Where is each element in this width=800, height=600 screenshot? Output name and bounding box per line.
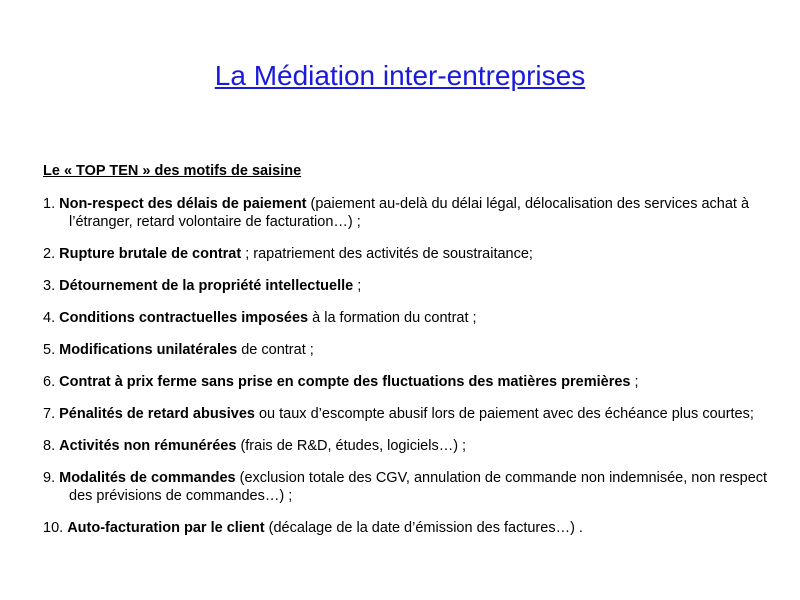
- item-number: 4.: [43, 310, 56, 326]
- item-number: 6.: [43, 374, 56, 390]
- list-item: [43, 405, 773, 423]
- item-heading: Rupture brutale de contrat: [59, 246, 242, 262]
- item-detail: ;: [630, 374, 639, 390]
- slide-subtitle: Le « TOP TEN » des motifs de saisine: [43, 163, 302, 179]
- item-heading: Pénalités de retard abusives: [59, 406, 255, 422]
- list-item: [43, 277, 773, 295]
- item-number: 5.: [43, 342, 56, 358]
- item-heading: Modifications unilatérales: [59, 342, 238, 358]
- list-item: [43, 373, 773, 391]
- list-item: [43, 245, 773, 263]
- item-detail: ou taux d’escompte abusif lors de paiement avec des échéance plus courtes;: [254, 406, 754, 422]
- list-item: [43, 309, 773, 327]
- list-item: [43, 519, 773, 537]
- item-heading: Conditions contractuelles imposées: [59, 310, 309, 326]
- item-number: 7.: [43, 406, 56, 422]
- item-detail: (paiement au-delà du délai légal, délocalisation des services achat à l’étranger, retard volontaire de facturation…) ;: [69, 196, 750, 230]
- item-detail: de contrat ;: [237, 342, 314, 358]
- item-detail: à la formation du contrat ;: [308, 310, 477, 326]
- item-detail: ; rapatriement des activités de soustraitance;: [241, 246, 533, 262]
- item-detail: (décalage de la date d’émission des factures…) .: [264, 520, 583, 536]
- item-number: 10.: [43, 520, 64, 536]
- item-number: 1.: [43, 196, 56, 212]
- item-heading: Non-respect des délais de paiement: [59, 196, 307, 212]
- list-item: [43, 195, 773, 231]
- item-heading: Contrat à prix ferme sans prise en compte des fluctuations des matières premières: [59, 374, 631, 390]
- item-number: 3.: [43, 278, 56, 294]
- item-heading: Auto-facturation par le client: [67, 520, 265, 536]
- item-number: 8.: [43, 438, 56, 454]
- motifs-list: [43, 195, 773, 551]
- item-heading: Détournement de la propriété intellectuelle: [59, 278, 354, 294]
- item-detail: (exclusion totale des CGV, annulation de commande non indemnisée, non respect des prévisions de commandes…) ;: [69, 470, 768, 504]
- item-detail: (frais de R&D, études, logiciels…) ;: [236, 438, 467, 454]
- item-number: 2.: [43, 246, 56, 262]
- slide-title: La Médiation inter-entreprises: [214, 60, 586, 91]
- item-heading: Activités non rémunérées: [59, 438, 237, 454]
- list-item: [43, 341, 773, 359]
- item-detail: ;: [353, 278, 362, 294]
- item-heading: Modalités de commandes: [59, 470, 236, 486]
- list-item: [43, 469, 773, 505]
- list-item: [43, 437, 773, 455]
- item-number: 9.: [43, 470, 56, 486]
